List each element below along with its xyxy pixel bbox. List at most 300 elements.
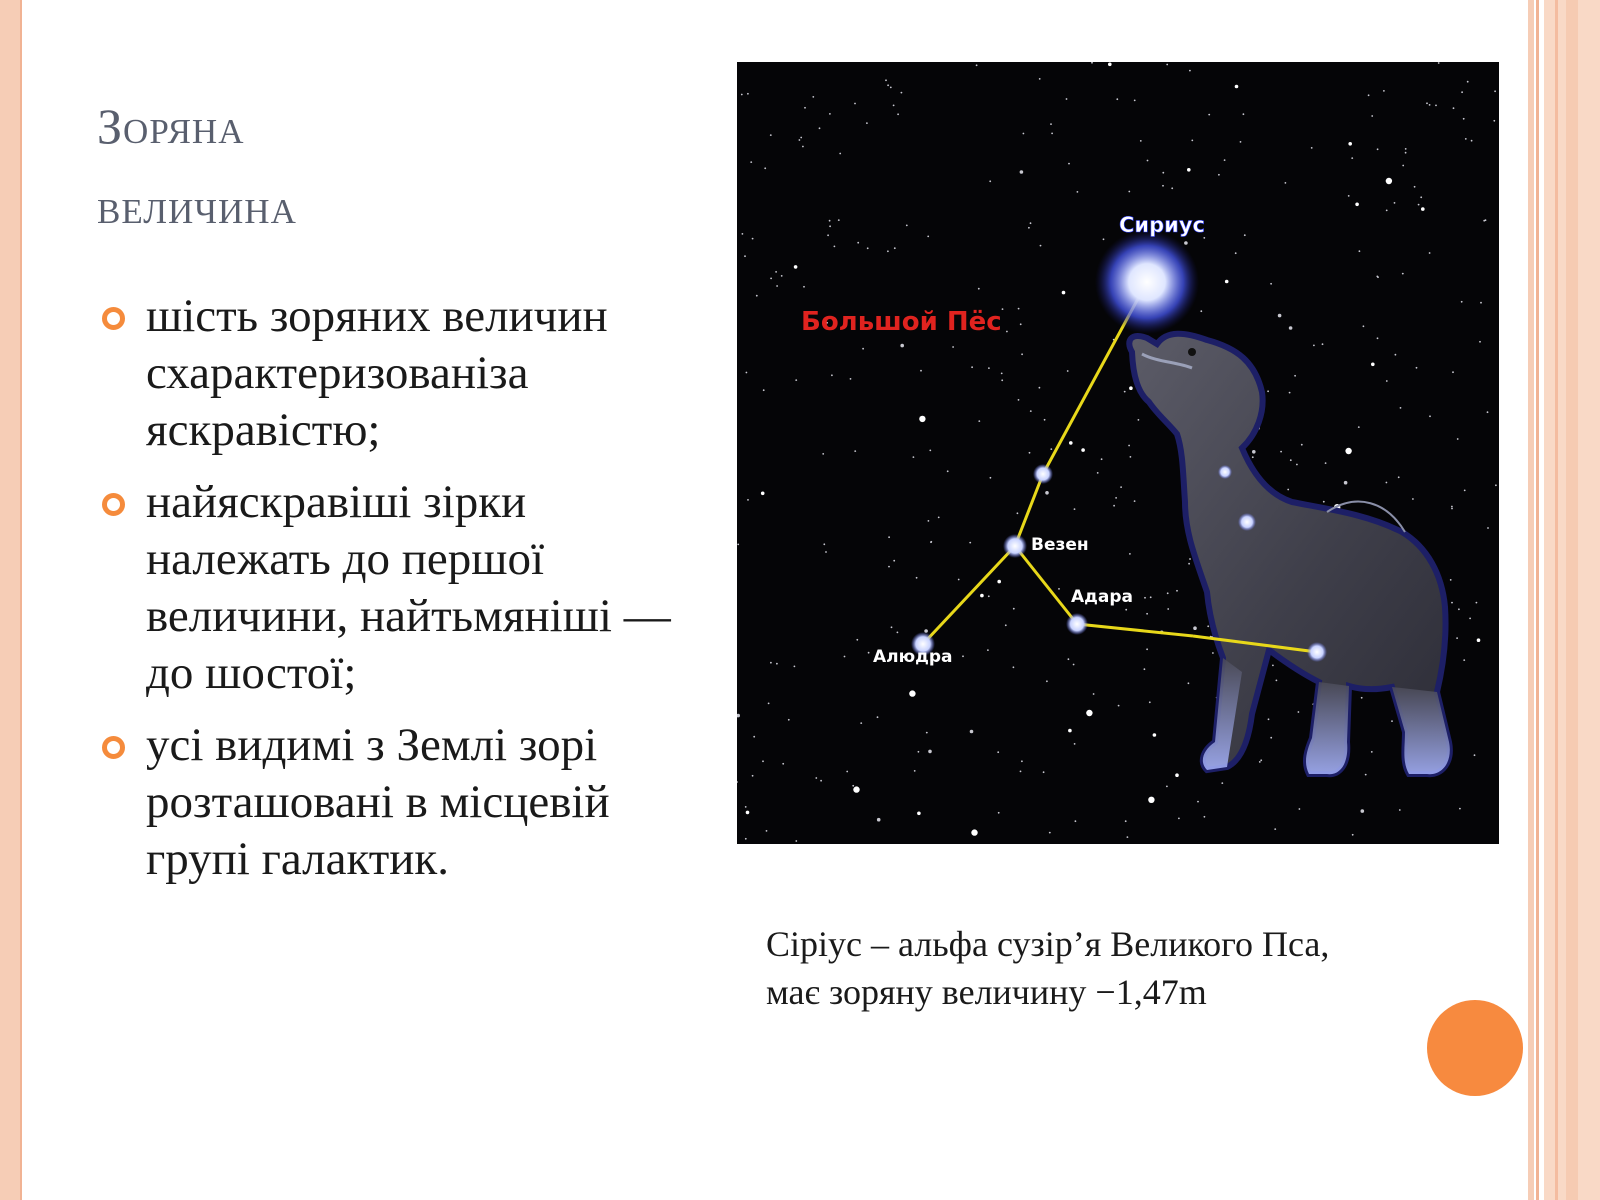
dog-star-1 [1238, 513, 1256, 531]
background-star [1125, 609, 1127, 611]
background-star [747, 499, 749, 501]
background-star [1039, 387, 1041, 389]
dog-eye [1188, 348, 1196, 356]
background-star [1299, 808, 1301, 810]
background-star [877, 818, 881, 822]
background-star [1323, 501, 1325, 503]
background-star [827, 234, 829, 236]
background-star [1461, 301, 1463, 303]
background-star [1371, 363, 1375, 367]
background-star [1189, 70, 1191, 72]
background-star [800, 137, 802, 139]
background-star [1203, 237, 1205, 239]
background-star [776, 285, 778, 287]
background-star [822, 453, 824, 455]
background-star [1091, 62, 1093, 64]
background-star [1272, 665, 1274, 667]
background-star [1280, 451, 1282, 453]
background-star [1077, 191, 1079, 193]
background-star [1028, 227, 1030, 229]
background-star [1167, 608, 1169, 610]
background-star [998, 812, 1000, 814]
background-star [887, 250, 889, 252]
background-star [1162, 185, 1164, 187]
background-star [1394, 202, 1396, 204]
background-star [1130, 456, 1132, 458]
background-star [1313, 345, 1315, 347]
background-star [1414, 186, 1416, 188]
east-star [1307, 642, 1327, 662]
background-star [1148, 797, 1154, 803]
background-star [1120, 486, 1122, 488]
background-star [1494, 90, 1496, 92]
background-star [1046, 680, 1048, 682]
background-star [764, 167, 766, 169]
background-star [756, 295, 758, 297]
background-star [893, 105, 895, 107]
background-star [1405, 152, 1407, 154]
background-star [1115, 497, 1117, 499]
bullet-circle-icon [102, 493, 125, 516]
background-star [823, 543, 825, 545]
background-star [768, 703, 770, 705]
background-star [1348, 142, 1352, 146]
background-star [929, 450, 931, 452]
background-star [1150, 596, 1152, 598]
background-star [1221, 782, 1223, 784]
label-aludra: Алюдра [873, 647, 953, 667]
background-star [1200, 310, 1202, 312]
background-star [1395, 354, 1397, 356]
background-star [812, 96, 814, 98]
background-star [752, 238, 754, 240]
background-star [1191, 140, 1193, 142]
background-star [1464, 490, 1466, 492]
background-star [746, 372, 748, 374]
background-star [829, 220, 831, 222]
background-star [737, 544, 739, 546]
background-star [928, 520, 930, 522]
background-star [795, 840, 797, 842]
background-star [794, 666, 796, 668]
background-star [819, 127, 821, 129]
background-star [781, 275, 783, 277]
bullet-text: усі видимі з Землі зорі розташовані в місцевій групі галактик. [146, 719, 610, 885]
background-star [947, 470, 949, 472]
background-star [1193, 626, 1197, 630]
bullet-item [100, 474, 680, 702]
background-star [1129, 553, 1131, 555]
background-star [987, 649, 989, 651]
background-star [1147, 160, 1149, 162]
decor-orange-circle [1427, 1000, 1523, 1096]
background-star [1068, 163, 1070, 165]
background-star [815, 777, 817, 779]
line-wezen-adara [1015, 546, 1077, 624]
background-star [856, 639, 858, 641]
background-star [1058, 588, 1060, 590]
background-star [1278, 314, 1282, 318]
background-star [761, 492, 765, 496]
background-star [1113, 505, 1115, 507]
background-star [1495, 484, 1497, 486]
background-star [1075, 820, 1077, 822]
background-star [1240, 141, 1242, 143]
background-star [1383, 90, 1385, 92]
background-star [1386, 482, 1388, 484]
background-star [752, 775, 754, 777]
background-star [1116, 98, 1118, 100]
background-star [971, 829, 977, 835]
background-star [1377, 337, 1379, 339]
background-star [1013, 608, 1015, 610]
background-star [887, 84, 889, 86]
background-star [1045, 491, 1049, 495]
background-star [866, 122, 868, 124]
background-star [1225, 280, 1229, 284]
background-star [1188, 563, 1190, 565]
background-star [1457, 438, 1459, 440]
background-star [766, 830, 768, 832]
background-star [803, 286, 805, 288]
background-star [1093, 693, 1095, 695]
background-star [1453, 107, 1455, 109]
background-star [1103, 238, 1105, 240]
background-star [976, 64, 978, 66]
background-star [1017, 512, 1019, 514]
background-star [747, 93, 749, 95]
background-star [1006, 331, 1008, 333]
background-star [1176, 590, 1178, 592]
background-star [1149, 701, 1151, 703]
background-star [1252, 450, 1256, 454]
background-star [1167, 592, 1169, 594]
background-star [1235, 252, 1237, 254]
right-decor-stripe-1 [1528, 0, 1534, 1200]
background-star [1018, 308, 1020, 310]
background-star [1144, 597, 1146, 599]
background-star [829, 225, 831, 227]
background-star [829, 113, 831, 115]
background-star [1289, 326, 1293, 330]
background-star [1081, 448, 1085, 452]
background-star [1477, 638, 1481, 642]
background-star [988, 367, 990, 369]
background-star [989, 180, 991, 182]
background-star [1298, 711, 1300, 713]
bullet-item [100, 717, 680, 888]
background-star [893, 560, 895, 562]
background-star [1208, 114, 1210, 116]
background-star [1067, 370, 1069, 372]
background-star [799, 139, 801, 141]
background-star [857, 242, 859, 244]
background-star [900, 344, 904, 348]
background-star [1050, 448, 1052, 450]
background-star [831, 374, 833, 376]
background-star [1023, 133, 1025, 135]
background-star [868, 652, 870, 654]
background-star [1474, 754, 1476, 756]
background-star [1066, 98, 1068, 100]
background-star [1467, 81, 1469, 83]
background-star [930, 541, 932, 543]
background-star [1371, 115, 1373, 117]
background-star [980, 594, 984, 598]
background-star [804, 107, 806, 109]
background-star [1144, 668, 1146, 670]
background-star [1268, 718, 1270, 720]
background-star [1451, 508, 1453, 510]
adara-star [1066, 613, 1088, 635]
background-star [744, 255, 746, 257]
background-star [1358, 426, 1360, 428]
background-star [742, 233, 744, 235]
background-star [1399, 809, 1401, 811]
background-star [1166, 786, 1168, 788]
label-adara: Адара [1071, 587, 1133, 607]
background-star [962, 655, 964, 657]
background-star [1386, 178, 1392, 184]
background-star [1451, 506, 1453, 508]
background-star [1426, 102, 1428, 104]
background-star [888, 566, 890, 568]
left-decor-stripe [0, 0, 20, 1200]
background-star [1029, 452, 1031, 454]
background-star [990, 477, 992, 479]
right-decor-stripe-2 [1536, 0, 1539, 1200]
background-star [1021, 760, 1023, 762]
background-star [745, 838, 747, 840]
background-star [1074, 508, 1076, 510]
background-star [741, 94, 743, 96]
background-star [1412, 498, 1414, 500]
dog-star-2 [1218, 465, 1232, 479]
background-star [795, 379, 797, 381]
mirzam-star [1033, 464, 1053, 484]
background-star [1311, 147, 1313, 149]
background-star [854, 103, 856, 105]
background-star [776, 663, 778, 665]
background-star [913, 456, 915, 458]
background-star [802, 146, 804, 148]
background-star [1450, 579, 1452, 581]
slide-title [97, 86, 657, 246]
image-caption [766, 920, 1506, 1016]
background-star [1101, 458, 1103, 460]
background-star [1005, 624, 1007, 626]
background-star [1290, 459, 1292, 461]
background-star [1285, 182, 1287, 184]
background-star [1129, 386, 1133, 390]
background-star [1140, 140, 1142, 142]
background-star [1386, 380, 1388, 382]
line-adara-east [1077, 624, 1193, 636]
background-star [1187, 168, 1191, 172]
background-star [737, 781, 738, 783]
background-star [1260, 759, 1262, 761]
right-decor-stripe-4 [1555, 0, 1558, 1200]
background-star [1465, 138, 1467, 140]
background-star [1458, 608, 1460, 610]
background-star [1371, 751, 1373, 753]
background-star [1204, 816, 1206, 818]
background-star [1363, 325, 1365, 327]
background-star [1171, 187, 1173, 189]
background-star [1351, 157, 1353, 159]
background-star [916, 577, 918, 579]
background-star [1296, 464, 1298, 466]
background-star [1456, 637, 1458, 639]
background-star [862, 348, 864, 350]
background-star [1267, 390, 1269, 392]
background-star [1400, 407, 1402, 409]
background-star [1479, 341, 1481, 343]
background-star [1020, 771, 1022, 773]
background-star [737, 714, 740, 718]
background-star [1030, 222, 1032, 224]
background-star [1020, 170, 1024, 174]
title-line-2: величина [97, 178, 297, 234]
background-star [1134, 500, 1136, 502]
background-star [860, 722, 862, 724]
background-star [1429, 252, 1431, 254]
background-star [1398, 476, 1400, 478]
background-star [1020, 323, 1022, 325]
background-star [1124, 391, 1126, 393]
background-star [763, 389, 765, 391]
background-star [1062, 291, 1066, 295]
background-star [1294, 375, 1296, 377]
background-star [750, 161, 752, 163]
background-star [894, 247, 896, 249]
background-star [1128, 191, 1130, 193]
background-star [794, 265, 798, 269]
background-star [762, 760, 764, 762]
label-sirius: Сириус [1119, 213, 1206, 237]
background-star [1429, 104, 1431, 106]
background-star [838, 219, 840, 221]
background-star [1030, 410, 1032, 412]
background-star [852, 785, 854, 787]
background-star [1386, 210, 1388, 212]
bullet-text: найяскравіші зірки належать до першої величини, найтьмяніші — до шостої; [146, 476, 671, 699]
background-star [1420, 196, 1422, 198]
background-star [853, 786, 859, 792]
background-star [1270, 737, 1272, 739]
background-star [1435, 105, 1437, 107]
background-star [1043, 771, 1045, 773]
background-star [775, 271, 777, 273]
background-star [1485, 219, 1487, 221]
background-star [897, 113, 899, 115]
background-star [890, 87, 892, 89]
background-star [1368, 94, 1370, 96]
constellation-illustration [737, 62, 1499, 844]
background-star [1166, 64, 1168, 66]
background-star [1235, 85, 1239, 89]
background-star [1125, 820, 1127, 822]
background-star [1471, 140, 1473, 142]
background-star [1461, 91, 1463, 93]
background-star [1128, 445, 1130, 447]
background-star [850, 378, 852, 380]
background-star [1345, 448, 1351, 454]
background-star [997, 580, 1001, 584]
background-star [1289, 392, 1291, 394]
background-star [970, 730, 974, 734]
background-star [1108, 63, 1112, 67]
background-star [1325, 462, 1327, 464]
background-star [1344, 481, 1348, 485]
background-star [1175, 773, 1179, 777]
dog-figure [1129, 334, 1450, 774]
background-star [1301, 444, 1303, 446]
background-star [1469, 618, 1471, 620]
background-star [1402, 273, 1404, 275]
background-star [1138, 419, 1140, 421]
background-star [1391, 720, 1393, 722]
wezen-star [1003, 534, 1027, 558]
background-star [1287, 489, 1289, 491]
background-star [1361, 697, 1363, 699]
bullet-list [100, 288, 680, 903]
background-star [1493, 120, 1495, 122]
background-star [1322, 343, 1324, 345]
background-star [938, 517, 940, 519]
background-star [1134, 100, 1136, 102]
background-star [1074, 743, 1076, 745]
background-star [914, 770, 916, 772]
background-star [1051, 133, 1053, 135]
title-line-1: Зоряна [97, 98, 245, 154]
background-star [920, 370, 922, 372]
background-star [1452, 371, 1454, 373]
background-star [1002, 308, 1004, 310]
background-star [1097, 472, 1099, 474]
right-decor-stripe-5 [1566, 0, 1578, 1200]
background-star [1086, 710, 1092, 716]
background-star [770, 662, 772, 664]
background-star [1402, 165, 1404, 167]
bullet-circle-icon [102, 736, 125, 759]
background-star [891, 626, 893, 628]
background-star [1418, 204, 1420, 206]
background-star [1429, 415, 1431, 417]
background-star [1352, 834, 1354, 836]
background-star [753, 736, 755, 738]
background-star [1438, 62, 1440, 64]
line-wezen-aludra [923, 546, 1015, 644]
background-star [888, 536, 890, 538]
background-star [1068, 729, 1072, 733]
background-star [1013, 666, 1015, 668]
background-star [1018, 399, 1020, 401]
background-star [1405, 148, 1407, 150]
background-star [926, 732, 928, 734]
background-star [745, 806, 747, 808]
bullet-text: шість зоряних величин схарактеризованіза яскравістю; [146, 290, 608, 456]
background-star [1049, 832, 1051, 834]
background-star [927, 236, 929, 238]
background-star [897, 632, 899, 634]
background-star [969, 542, 971, 544]
background-star [1416, 367, 1418, 369]
background-star [1188, 682, 1190, 684]
background-star [1184, 241, 1188, 245]
background-star [1487, 527, 1489, 529]
background-star [909, 690, 915, 696]
